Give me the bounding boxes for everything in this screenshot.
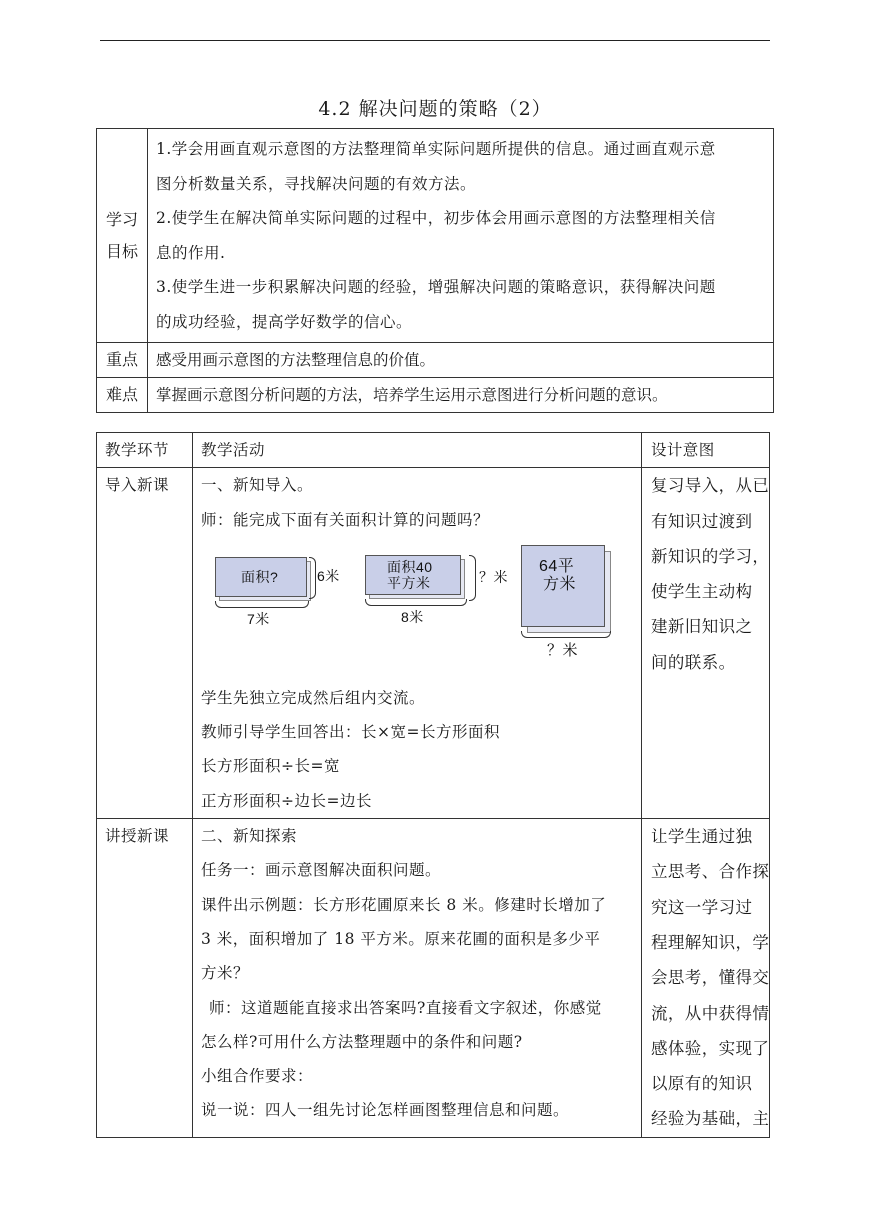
goals-text [148,129,774,343]
key-point-label: 重点 [97,343,148,378]
intent-line: 会思考，懂得交 [651,968,770,988]
intent-line: 建新旧知识之 [651,617,753,637]
intent-new-lesson [642,819,770,1138]
rect1-label: 面积? [241,568,279,585]
intent-line: 经验为基础，主 [651,1109,770,1129]
intent-line: 间的联系。 [651,652,736,672]
activity-line: 正方形面积÷边长=边长 [201,791,372,810]
goals-label-line1: 学习 [105,209,138,229]
activity-line: 任务一：画示意图解决面积问题。 [201,861,442,880]
teaching-activities-table [96,432,770,1138]
activity-line: 说一说：四人一组先讨论怎样画图整理信息和问题。 [201,1101,570,1120]
activity-line: 学生先独立完成然后组内交流。 [201,688,426,707]
rect2-length-brace [365,599,467,606]
intent-line: 新知识的学习， [651,546,770,566]
goal-line: 息的作用. [156,243,226,262]
goal-line: 图分析数量关系，寻找解决问题的有效方法。 [156,174,477,193]
goal-line: 的成功经验，提高学好数学的信心。 [156,312,413,331]
intent-line: 使学生主动构 [651,582,753,602]
intent-line: 让学生通过独 [651,827,753,847]
difficulty-label: 难点 [97,378,148,413]
header-intent: 设计意图 [642,433,770,468]
intent-line: 程理解知识，学 [651,932,770,952]
activity-line: 教师引导学生回答出：长×宽=长方形面积 [201,723,500,742]
activity-line: 3 米，面积增加了 18 平方米。原来花圃的面积是多少平 [201,929,601,948]
goals-label-line2: 目标 [105,241,138,261]
rect1-width-label: 6米 [317,567,340,584]
intent-line: 感体验，实现了 [651,1038,770,1058]
activity-line: 一、新知导入。 [201,476,314,495]
intent-line: 立思考、合作探 [651,862,770,882]
goal-line: 2.使学生在解决简单实际问题的过程中，初步体会用画示意图的方法整理相关信 [156,209,716,227]
learning-goals-table [96,128,774,413]
rect2-width-label: ？米 [479,568,508,585]
header-activity: 教学活动 [193,433,642,468]
area-diagram [201,543,635,673]
intent-line: 究这一学习过 [651,897,753,917]
activity-intro [193,468,642,819]
activity-line: 课件出示例题：长方形花圃原来长 8 米。修建时长增加了 [201,895,607,914]
intent-intro [642,468,770,819]
activity-line: 长方形面积÷长=宽 [201,757,340,776]
square-label-line1: 64平 [539,557,575,575]
goal-line: 3.使学生进一步积累解决问题的经验，增强解决问题的策略意识，获得解决问题 [156,278,716,296]
intent-line: 以原有的知识 [651,1074,753,1094]
rect1-width-brace [309,557,316,599]
square-side-brace [521,631,611,638]
page-title: 4.2 解决问题的策略（2） [318,98,552,120]
square-label-line2: 方米 [543,575,577,593]
intent-line: 流，从中获得情 [651,1003,770,1023]
goals-label [97,129,148,343]
rect2-width-brace [469,555,476,601]
activity-line: 师：这道题能直接求出答案吗?直接看文字叙述，你感觉 [209,998,602,1017]
difficulty-text: 掌握画示意图分析问题的方法，培养学生运用示意图进行分析问题的意识。 [148,378,774,413]
stage-intro: 导入新课 [97,468,193,819]
stage-new-lesson: 讲授新课 [97,819,193,1138]
goal-line: 1.学会用画直观示意图的方法整理简单实际问题所提供的信息。通过画直观示意 [156,140,716,158]
rect1-length-label: 7米 [247,610,270,627]
intent-line: 有知识过渡到 [651,511,753,531]
header-rule [100,40,770,41]
square-side-label: ？米 [547,641,579,659]
activity-line: 怎么样?可用什么方法整理题中的条件和问题? [201,1032,523,1051]
activity-line: 二、新知探索 [201,827,298,846]
rect2-label-line2: 平方米 [387,574,431,591]
intent-line: 复习导入，从已 [651,476,770,496]
rect2-label-line1: 面积40 [387,558,433,575]
header-stage: 教学环节 [97,433,193,468]
rect1-length-brace [215,601,309,608]
activity-line: 师：能完成下面有关面积计算的问题吗？ [201,510,490,529]
activity-new-lesson [193,819,642,1138]
key-point-text: 感受用画示意图的方法整理信息的价值。 [148,343,774,378]
rect2-length-label: 8米 [401,608,424,625]
activity-line: 小组合作要求： [201,1067,314,1086]
activity-line: 方米？ [201,964,250,983]
